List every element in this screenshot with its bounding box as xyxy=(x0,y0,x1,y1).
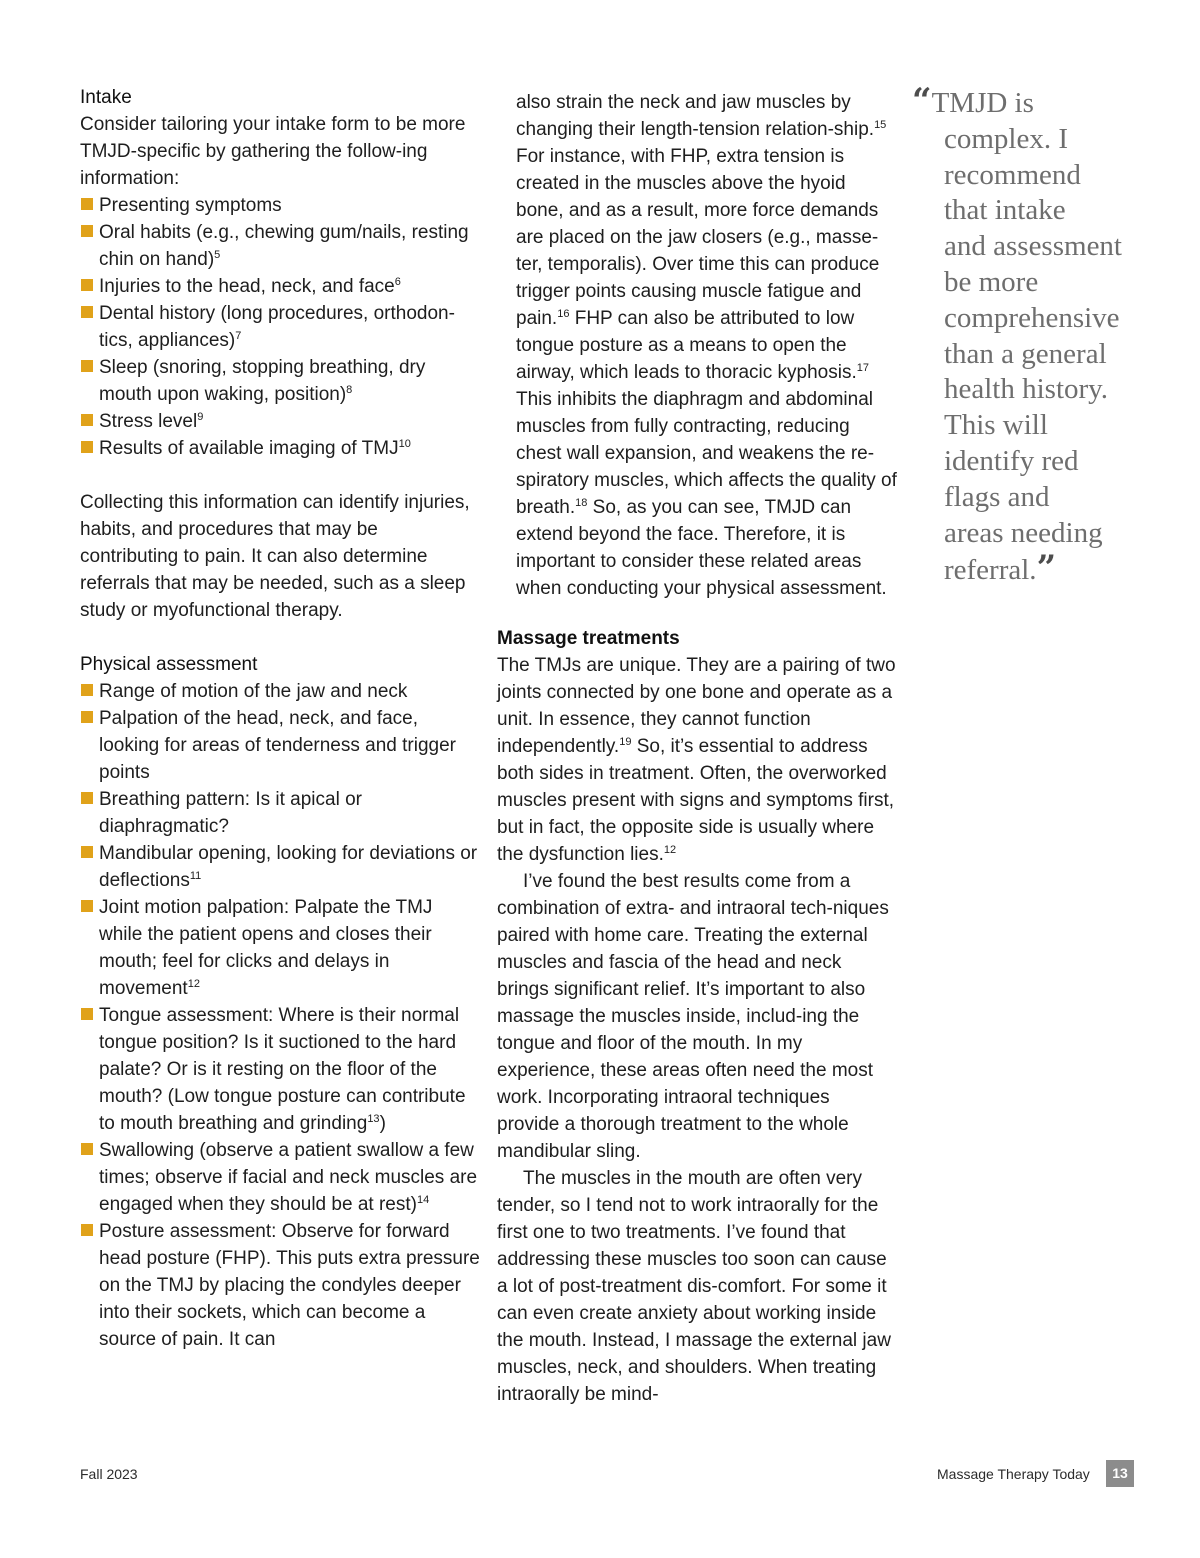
bullet-square-icon xyxy=(81,198,93,210)
quote-line: areas needing xyxy=(944,516,1103,549)
bullet-square-icon xyxy=(81,360,93,372)
quote-line: complex. I xyxy=(944,122,1069,155)
footnote-ref: 14 xyxy=(416,1194,430,1206)
footnote-ref: 6 xyxy=(394,276,401,288)
footnote-ref: 8 xyxy=(346,384,353,396)
list-item: Palpation of the head, neck, and face, looking for areas of tenderness and trigger points xyxy=(80,705,480,786)
page-number: 13 xyxy=(1106,1460,1134,1487)
bullet-square-icon xyxy=(81,1143,93,1155)
bullet-square-icon xyxy=(81,279,93,291)
quote-line: health history. xyxy=(944,373,1109,406)
quote-line: referral.” xyxy=(944,548,1057,589)
quote-line: identify red xyxy=(944,444,1079,477)
bullet-square-icon xyxy=(81,900,93,912)
close-quote-mark: ” xyxy=(1036,548,1057,589)
massage-paragraph-1: The TMJs are unique. They are a pairing of two joints connected by one bone and operate as a unit. In essence, they cannot function independently.$^{19}$ So, it’s essential to address both sides in treatment. Often, the overworked muscles present with signs and symptoms first, but in fact, the opposite side is usually where the dysfunction lies.$^{12}$ xyxy=(497,655,896,865)
quote-line: and assessment xyxy=(944,230,1122,263)
physical-assessment-list xyxy=(80,678,480,1353)
quote-line: than a general xyxy=(944,337,1107,370)
intake-paragraph: Consider tailoring your intake form to be more TMJD-specific by gathering the follow-ing information: xyxy=(80,114,466,189)
intake-list xyxy=(80,192,480,462)
bullet-square-icon xyxy=(81,306,93,318)
massage-paragraph-2: I’ve found the best results come from a combination of extra- and intraoral tech-niques paired with home care. Treating the external muscles and fascia of the head and neck brings significant relief. It’s important to also massage the muscles inside, includ-ing the tongue and floor of the mouth. In my experience, these areas often need the most work. Incorporating intraoral techniques provide a thorough treatment to the whole mandibular sling. xyxy=(497,871,889,1162)
continued-paragraph: also strain the neck and jaw muscles by changing their length-tension relation-ship.$^{15}$ For instance, with FHP, extra tension is created in the muscles above the hyoid bone, and as a result, more force demands are placed on the jaw closers (e.g., masse-ter, temporalis). Over time this can produce trigger points causing muscle fatigue and pain.$^{16}$ FHP can also be attributed to low tongue posture as a means to open the airway, which leads to thoracic kyphosis.$^{17}$ This inhibits the diaphragm and abdominal muscles from fully contracting, reducing chest wall expansion, and weakens the re-spiratory muscles, which affects the quality of breath.$^{18}$ So, as you can see, TMJD can extend beyond the face. Therefore, it is important to consider these related areas when conducting your physical assessment. xyxy=(516,92,897,599)
left-column xyxy=(80,84,480,1353)
massage-treatments-heading: Massage treatments xyxy=(497,628,680,649)
list-item: Stress level$^9$ xyxy=(80,408,480,435)
open-quote-mark: “ xyxy=(912,81,932,121)
footnote-ref: 12 xyxy=(187,978,200,990)
list-item: Injuries to the head, neck, and face$^6$ xyxy=(80,273,480,300)
footer-publication-name: Massage Therapy Today xyxy=(937,1466,1090,1482)
footnote-ref: 10 xyxy=(398,438,411,450)
list-item: Joint motion palpation: Palpate the TMJ while the patient opens and closes their mouth; feel for clicks and delays in movement$^{12}$ xyxy=(80,894,480,1002)
list-item: Tongue assessment: Where is their normal tongue position? Is it suctioned to the hard palate? Or is it resting on the floor of the mouth? (Low tongue posture can contribute to mouth breathing and grinding$^{13}$) xyxy=(80,1002,480,1137)
collecting-paragraph: Collecting this information can identify injuries, habits, and procedures that may be contributing to pain. It can also determine referrals that may be needed, such as a sleep study or myofunctional therapy. xyxy=(80,492,470,621)
quote-line: flags and xyxy=(944,480,1050,513)
list-item: Oral habits (e.g., chewing gum/nails, resting chin on hand)$^5$ xyxy=(80,219,480,273)
bullet-square-icon xyxy=(81,414,93,426)
quote-line: be more xyxy=(944,265,1039,298)
bullet-square-icon xyxy=(81,711,93,723)
list-item: Sleep (snoring, stopping breathing, dry mouth upon waking, position)$^8$ xyxy=(80,354,480,408)
quote-line: that intake xyxy=(944,194,1066,227)
footer-issue-date: Fall 2023 xyxy=(80,1466,138,1482)
bullet-square-icon xyxy=(81,1224,93,1236)
bullet-square-icon xyxy=(81,792,93,804)
quote-line: “TMJD is xyxy=(912,81,1034,121)
physical-assessment-heading: Physical assessment xyxy=(80,654,258,675)
bullet-square-icon xyxy=(81,846,93,858)
footnote-ref: 13 xyxy=(367,1113,380,1125)
bullet-square-icon xyxy=(81,1008,93,1020)
quote-line: recommend xyxy=(944,158,1081,191)
list-item: Dental history (long procedures, orthodon-tics, appliances)$^7$ xyxy=(80,300,480,354)
list-item: Mandibular opening, looking for deviations or deflections$^{11}$ xyxy=(80,840,480,894)
bullet-square-icon xyxy=(81,441,93,453)
intake-heading: Intake xyxy=(80,87,132,108)
quote-line: This will xyxy=(944,409,1048,442)
footnote-ref: 7 xyxy=(235,330,242,342)
footnote-ref: 5 xyxy=(214,249,221,261)
list-item: Posture assessment: Observe for forward head posture (FHP). This puts extra pressure on the TMJ by placing the condyles deeper into their sockets, which can become a source of pain. It can xyxy=(80,1218,480,1353)
list-item: Results of available imaging of TMJ$^{10}$ xyxy=(80,435,480,462)
massage-paragraph-3: The muscles in the mouth are often very tender, so I tend not to work intraorally for the first one to two treatments. I’ve found that addressing these muscles too soon can cause a lot of post-treatment dis-comfort. For some it can even create anxiety about working inside the mouth. Instead, I massage the external jaw muscles, neck, and shoulders. When treating intraorally be mind- xyxy=(497,1168,891,1405)
footnote-ref: 9 xyxy=(197,411,204,423)
list-item: Presenting symptoms xyxy=(80,192,480,219)
bullet-square-icon xyxy=(81,684,93,696)
list-item: Swallowing (observe a patient swallow a few times; observe if facial and neck muscles are engaged when they should be at rest)$^{14}$ xyxy=(80,1137,480,1218)
quote-line: comprehensive xyxy=(944,301,1120,334)
footnote-ref: 11 xyxy=(189,870,202,882)
middle-column xyxy=(497,89,897,1408)
bullet-square-icon xyxy=(81,225,93,237)
list-item: Range of motion of the jaw and neck xyxy=(80,678,480,705)
pull-quote xyxy=(912,81,1122,589)
list-item: Breathing pattern: Is it apical or diaphragmatic? xyxy=(80,786,480,840)
